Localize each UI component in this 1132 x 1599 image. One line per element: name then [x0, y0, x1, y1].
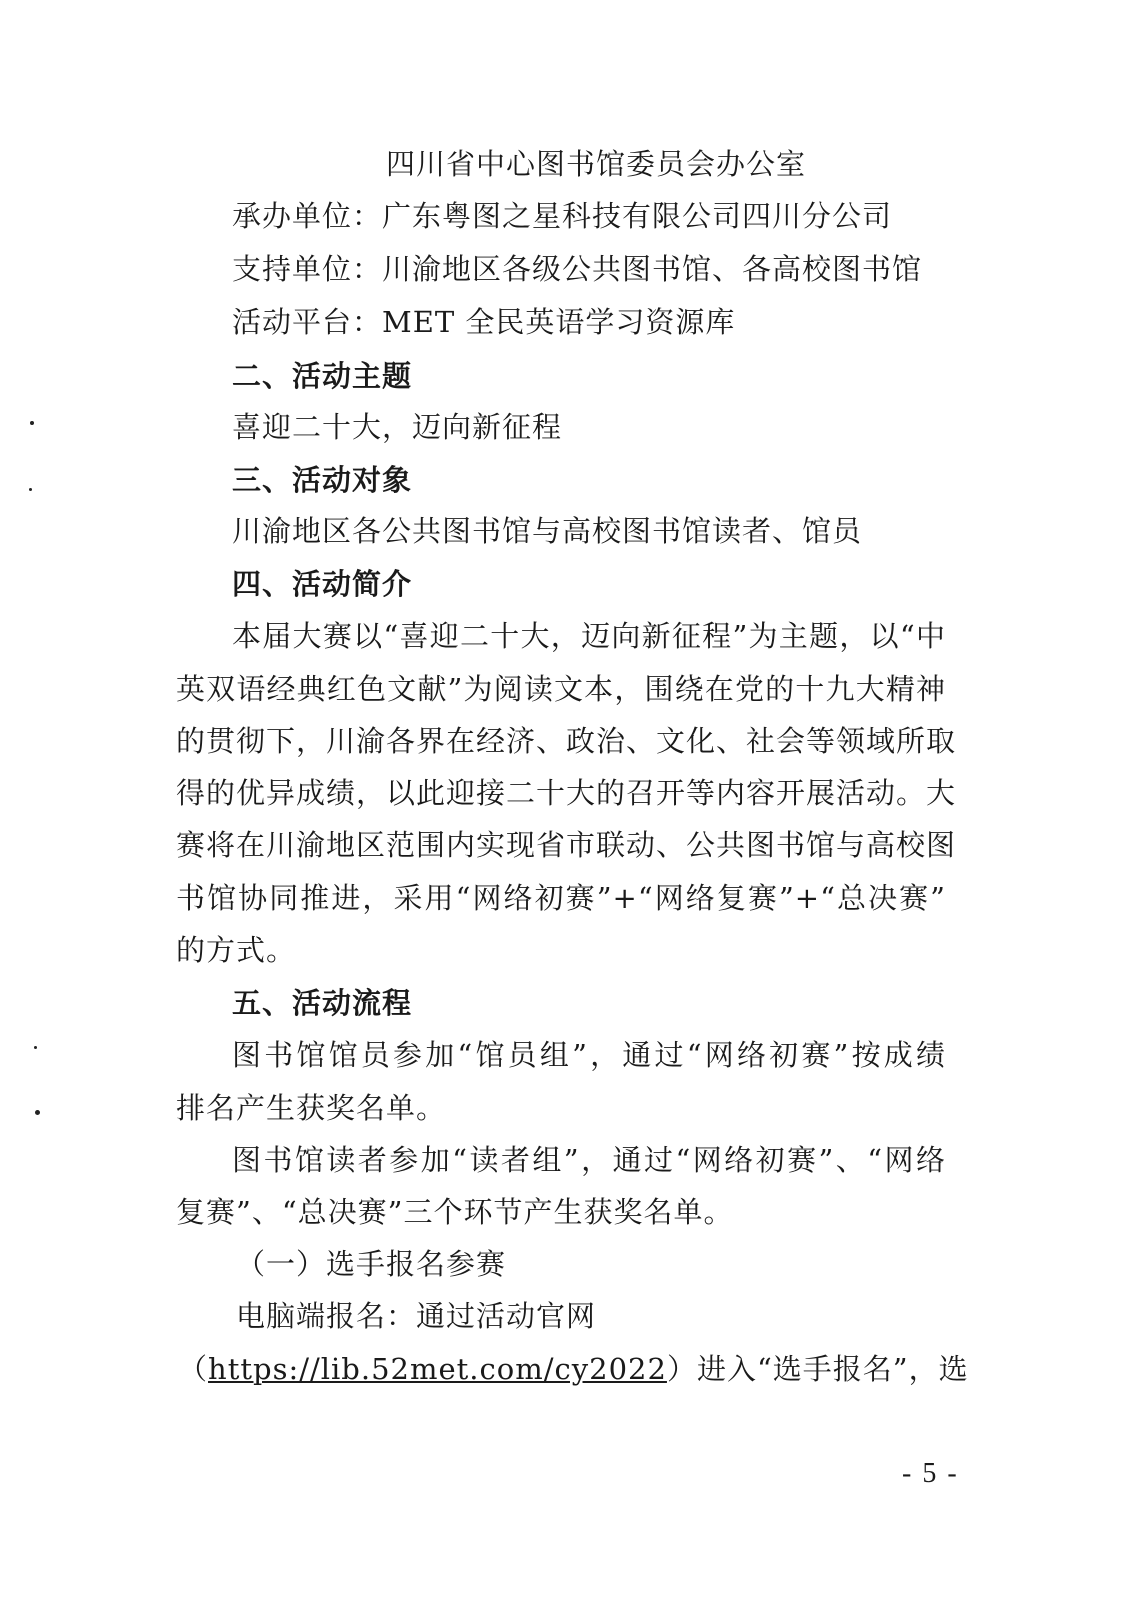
- official-site-link[interactable]: https://lib.52met.com/cy2022: [208, 1352, 667, 1386]
- registration-label: 电脑端报名：通过活动官网: [236, 1299, 597, 1333]
- intro-line: 的方式。: [176, 933, 297, 967]
- section-heading-intro: 四、活动简介: [232, 567, 413, 601]
- intro-line: 得的优异成绩，以此迎接二十大的召开等内容开展活动。大: [176, 776, 957, 810]
- organizer-office: 四川省中心图书馆委员会办公室: [386, 147, 807, 181]
- audience-text: 川渝地区各公共图书馆与高校图书馆读者、馆员: [232, 514, 863, 548]
- process-para2-line: 复赛”、“总决赛”三个环节产生获奖名单。: [176, 1195, 734, 1229]
- section-heading-process: 五、活动流程: [232, 986, 413, 1020]
- url-open-paren: （: [178, 1352, 209, 1386]
- section-heading-theme: 二、活动主题: [232, 359, 413, 393]
- support-unit: 支持单位：川渝地区各级公共图书馆、各高校图书馆: [232, 252, 923, 286]
- intro-line: 的贯彻下，川渝各界在经济、政治、文化、社会等领域所取: [176, 724, 957, 758]
- section-heading-audience: 三、活动对象: [232, 463, 413, 497]
- intro-line: 英双语经典红色文献”为阅读文本，围绕在党的十九大精神: [176, 672, 946, 706]
- intro-line: 赛将在川渝地区范围内实现省市联动、公共图书馆与高校图: [176, 828, 957, 862]
- url-after-text: ）进入“选手报名”，选: [666, 1352, 969, 1386]
- theme-text: 喜迎二十大，迈向新征程: [232, 410, 563, 444]
- url-line: [178, 1349, 969, 1389]
- host-unit: 承办单位：广东粤图之星科技有限公司四川分公司: [232, 199, 893, 233]
- scan-speck: [30, 421, 34, 425]
- process-para1-line: 排名产生获奖名单。: [176, 1091, 447, 1125]
- subsection-heading-registration: （一）选手报名参赛: [236, 1247, 507, 1281]
- process-para2-line: 图书馆读者参加“读者组”，通过“网络初赛”、“网络: [232, 1143, 946, 1177]
- activity-platform: 活动平台：MET 全民英语学习资源库: [232, 305, 736, 339]
- process-para1-line: 图书馆馆员参加“馆员组”，通过“网络初赛”按成绩: [232, 1038, 946, 1072]
- page-number: - 5 -: [902, 1458, 959, 1489]
- intro-line: 书馆协同推进，采用“网络初赛”+“网络复赛”+“总决赛”: [176, 881, 946, 915]
- intro-line: 本届大赛以“喜迎二十大，迈向新征程”为主题，以“中: [232, 619, 946, 653]
- scan-speck: [35, 1110, 40, 1115]
- scan-speck: [29, 488, 32, 491]
- scan-speck: [34, 1046, 37, 1049]
